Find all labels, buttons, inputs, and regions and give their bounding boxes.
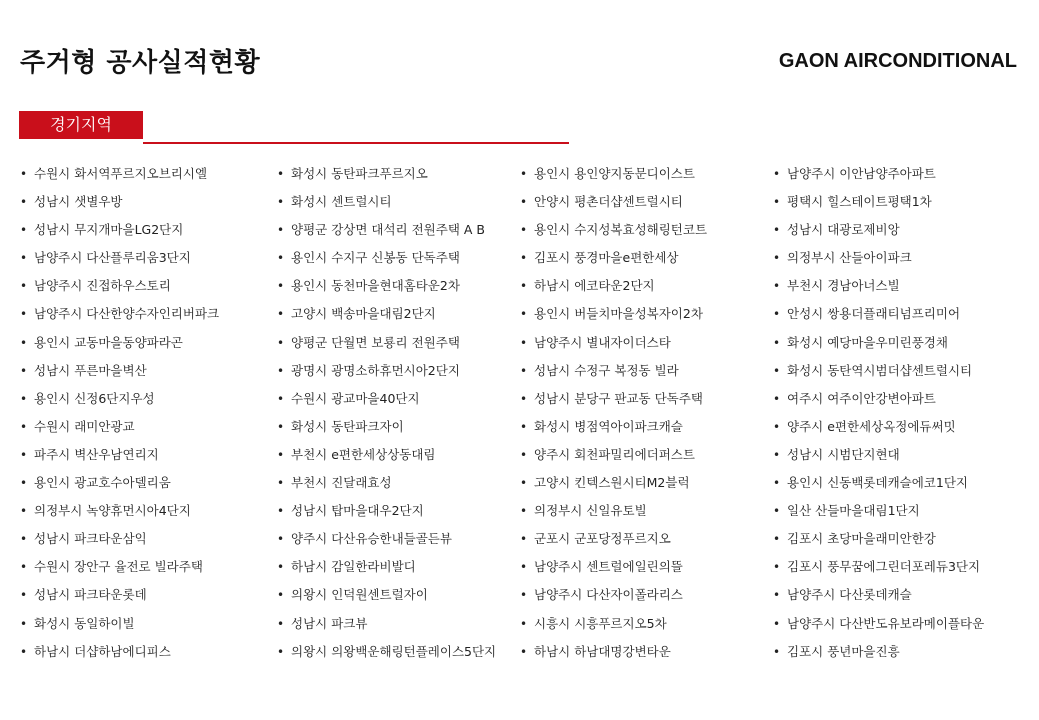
bullet-icon: • xyxy=(520,195,528,210)
project-name: 김포시 초당마을래미안한강 xyxy=(787,531,936,547)
project-name: 광명시 광명소하휴먼시아2단지 xyxy=(291,362,460,378)
project-list-item xyxy=(277,525,517,553)
bullet-icon: • xyxy=(20,363,28,378)
project-name: 수원시 화서역푸르지오브리시엘 xyxy=(34,166,208,181)
project-name: 하남시 에코타운2단지 xyxy=(534,278,655,294)
project-list-item xyxy=(773,216,1035,244)
bullet-icon: • xyxy=(773,391,781,406)
project-list-item xyxy=(520,329,765,357)
project-name: 하남시 더샵하남에디피스 xyxy=(34,643,171,659)
project-list-item xyxy=(20,441,270,469)
bullet-icon: • xyxy=(520,560,528,575)
bullet-icon: • xyxy=(773,251,781,266)
project-column-1 xyxy=(20,160,270,666)
project-name: 남양주시 이안남양주아파트 xyxy=(787,166,936,181)
project-list-item xyxy=(773,272,1035,300)
project-name: 양주시 다산유승한내들골든뷰 xyxy=(291,531,452,547)
project-name: 성남시 시범단지현대 xyxy=(787,446,900,462)
project-list-item xyxy=(773,553,1035,581)
project-list-item xyxy=(520,610,765,638)
project-list-item xyxy=(277,610,517,638)
project-name: 부천시 경남아너스빌 xyxy=(787,278,900,294)
project-list-item xyxy=(773,497,1035,525)
bullet-icon: • xyxy=(773,616,781,631)
project-name: 파주시 벽산우남연리지 xyxy=(34,446,159,462)
project-name: 양평군 단월면 보룡리 전원주택 xyxy=(291,334,460,350)
project-list-item xyxy=(277,581,517,609)
project-list-item xyxy=(20,610,270,638)
project-name: 화성시 센트럴시티 xyxy=(291,194,392,210)
bullet-icon: • xyxy=(277,251,285,266)
project-list-item xyxy=(277,553,517,581)
project-name: 용인시 수지성복효성해링턴코트 xyxy=(534,222,708,238)
project-list-item xyxy=(773,357,1035,385)
bullet-icon: • xyxy=(773,307,781,322)
project-name: 부천시 진달래효성 xyxy=(291,475,392,491)
project-name: 하남시 하남대명강변타운 xyxy=(534,643,671,659)
project-list-item xyxy=(773,188,1035,216)
project-list-item xyxy=(520,497,765,525)
bullet-icon: • xyxy=(20,307,28,322)
project-name: 양평군 강상면 대석리 전원주택 A B xyxy=(291,222,485,238)
bullet-icon: • xyxy=(520,279,528,294)
project-name: 성남시 대광로제비앙 xyxy=(787,222,900,238)
project-column-3 xyxy=(520,160,765,666)
bullet-icon: • xyxy=(20,588,28,603)
project-list-item xyxy=(20,244,270,272)
project-name: 성남시 파크타운롯데 xyxy=(34,587,147,603)
project-list-item xyxy=(773,525,1035,553)
bullet-icon: • xyxy=(520,307,528,322)
project-list-item xyxy=(520,272,765,300)
project-list-item xyxy=(277,300,517,328)
bullet-icon: • xyxy=(277,167,285,181)
project-name: 의정부시 산들아이파크 xyxy=(787,250,912,266)
project-name: 화성시 예당마을우미린풍경채 xyxy=(787,334,948,350)
project-name: 용인시 신정6단지우성 xyxy=(34,390,155,406)
bullet-icon: • xyxy=(773,644,781,659)
bullet-icon: • xyxy=(20,167,28,181)
project-name: 남양주시 다산자이폴라리스 xyxy=(534,587,683,603)
project-name: 화성시 동일하이빌 xyxy=(34,615,135,631)
bullet-icon: • xyxy=(520,167,528,181)
bullet-icon: • xyxy=(20,391,28,406)
bullet-icon: • xyxy=(277,307,285,322)
project-name: 김포시 풍무꿈에그린더포레듀3단지 xyxy=(787,559,981,575)
project-list-item xyxy=(277,188,517,216)
project-list-item xyxy=(773,581,1035,609)
project-column-2 xyxy=(277,160,517,666)
bullet-icon: • xyxy=(520,504,528,519)
project-list-item xyxy=(773,413,1035,441)
bullet-icon: • xyxy=(520,223,528,238)
project-list-item xyxy=(773,469,1035,497)
project-list-item xyxy=(773,385,1035,413)
brand-name: GAON AIRCONDITIONAL xyxy=(778,50,1017,72)
project-name: 성남시 무지개마을LG2단지 xyxy=(34,222,184,238)
project-name: 안성시 쌍용더플래티넘프리미어 xyxy=(787,306,961,322)
bullet-icon: • xyxy=(520,447,528,462)
project-list-item xyxy=(520,244,765,272)
project-name: 의정부시 신일유토빌 xyxy=(534,503,647,519)
project-list-item xyxy=(520,525,765,553)
project-name: 평택시 힐스테이트평택1차 xyxy=(787,194,932,210)
project-name: 용인시 광교호수아델리움 xyxy=(34,475,171,491)
project-list-item xyxy=(277,244,517,272)
bullet-icon: • xyxy=(20,644,28,659)
bullet-icon: • xyxy=(520,251,528,266)
project-list-item xyxy=(277,272,517,300)
project-list-item xyxy=(773,329,1035,357)
bullet-icon: • xyxy=(20,532,28,547)
bullet-icon: • xyxy=(520,644,528,659)
bullet-icon: • xyxy=(277,504,285,519)
project-name: 하남시 감일한라비발디 xyxy=(291,559,416,575)
project-column-4 xyxy=(773,160,1035,666)
project-list-item xyxy=(277,216,517,244)
bullet-icon: • xyxy=(277,447,285,462)
project-list-item xyxy=(520,441,765,469)
project-list-item xyxy=(20,581,270,609)
project-name: 일산 산들마을대림1단지 xyxy=(787,503,920,519)
project-name: 남양주시 다산플루리움3단지 xyxy=(34,250,191,266)
project-name: 용인시 버들치마을성복자이2차 xyxy=(534,306,703,322)
project-list-item xyxy=(520,160,765,188)
project-list-item xyxy=(773,300,1035,328)
project-name: 양주시 회천파밀리에더퍼스트 xyxy=(534,446,695,462)
project-list-item xyxy=(520,216,765,244)
bullet-icon: • xyxy=(277,560,285,575)
project-list-item xyxy=(20,329,270,357)
region-tab: 경기지역 xyxy=(19,111,143,139)
bullet-icon: • xyxy=(773,476,781,491)
project-columns xyxy=(0,160,1039,680)
project-name: 화성시 동탄역시범더샵센트럴시티 xyxy=(787,362,973,378)
region-divider xyxy=(143,142,569,144)
bullet-icon: • xyxy=(773,195,781,210)
project-list-item xyxy=(520,413,765,441)
project-name: 남양주시 별내자이더스타 xyxy=(534,334,671,350)
project-name: 용인시 교동마을동양파라곤 xyxy=(34,334,183,350)
bullet-icon: • xyxy=(20,560,28,575)
bullet-icon: • xyxy=(20,447,28,462)
project-name: 의왕시 인덕원센트럴자이 xyxy=(291,587,428,603)
bullet-icon: • xyxy=(277,279,285,294)
bullet-icon: • xyxy=(20,616,28,631)
project-name: 고양시 킨텍스원시티M2블럭 xyxy=(534,475,690,491)
project-name: 성남시 파크타운삼익 xyxy=(34,531,147,547)
bullet-icon: • xyxy=(277,588,285,603)
project-list-item xyxy=(520,581,765,609)
project-name: 용인시 동천마을현대홈타운2차 xyxy=(291,278,460,294)
project-name: 남양주시 다산한양수자인리버파크 xyxy=(34,306,220,322)
project-list-item xyxy=(20,357,270,385)
project-name: 의왕시 의왕백운해링턴플레이스5단지 xyxy=(291,643,497,659)
project-name: 남양주시 진접하우스토리 xyxy=(34,278,171,294)
project-name: 용인시 신동백롯데캐슬에코1단지 xyxy=(787,475,968,491)
project-name: 성남시 푸른마을벽산 xyxy=(34,362,147,378)
project-list-item xyxy=(520,357,765,385)
bullet-icon: • xyxy=(520,476,528,491)
project-list-item xyxy=(20,188,270,216)
bullet-icon: • xyxy=(520,391,528,406)
bullet-icon: • xyxy=(520,335,528,350)
project-name: 의정부시 녹양휴먼시아4단지 xyxy=(34,503,191,519)
bullet-icon: • xyxy=(773,223,781,238)
project-list-item xyxy=(20,413,270,441)
bullet-icon: • xyxy=(773,419,781,434)
project-name: 고양시 백송마을대림2단지 xyxy=(291,306,436,322)
project-name: 용인시 용인양지동문디이스트 xyxy=(534,166,695,181)
project-name: 성남시 수정구 복정동 빌라 xyxy=(534,362,679,378)
project-name: 성남시 샛별우방 xyxy=(34,194,123,210)
project-list-item xyxy=(20,272,270,300)
project-name: 수원시 래미안광교 xyxy=(34,418,135,434)
project-list-item xyxy=(773,441,1035,469)
project-list-item xyxy=(277,329,517,357)
bullet-icon: • xyxy=(773,532,781,547)
project-list-item xyxy=(520,188,765,216)
bullet-icon: • xyxy=(773,447,781,462)
project-name: 군포시 군포당정푸르지오 xyxy=(534,531,671,547)
project-list-item xyxy=(277,497,517,525)
project-name: 성남시 파크뷰 xyxy=(291,615,368,631)
bullet-icon: • xyxy=(520,419,528,434)
project-name: 수원시 광교마을40단지 xyxy=(291,390,420,406)
project-list-item xyxy=(520,638,765,666)
project-list-item xyxy=(277,413,517,441)
project-name: 남양주시 다산반도유보라메이플타운 xyxy=(787,615,985,631)
project-list-item xyxy=(20,525,270,553)
project-list-item xyxy=(520,385,765,413)
project-name: 남양주시 센트럴에일린의뜰 xyxy=(534,559,683,575)
bullet-icon: • xyxy=(773,167,781,181)
bullet-icon: • xyxy=(277,532,285,547)
bullet-icon: • xyxy=(520,363,528,378)
bullet-icon: • xyxy=(277,419,285,434)
project-list-item xyxy=(520,553,765,581)
project-name: 성남시 분당구 판교동 단독주택 xyxy=(534,390,703,406)
project-list-item xyxy=(277,357,517,385)
bullet-icon: • xyxy=(277,335,285,350)
project-name: 김포시 풍년마을진흥 xyxy=(787,643,900,659)
bullet-icon: • xyxy=(520,616,528,631)
project-name: 안양시 평촌더샵센트럴시티 xyxy=(534,194,683,210)
bullet-icon: • xyxy=(277,363,285,378)
bullet-icon: • xyxy=(773,560,781,575)
bullet-icon: • xyxy=(20,419,28,434)
project-name: 화성시 동탄파크자이 xyxy=(291,418,404,434)
project-list-item xyxy=(20,216,270,244)
bullet-icon: • xyxy=(773,335,781,350)
project-list-item xyxy=(277,469,517,497)
project-list-item xyxy=(520,300,765,328)
bullet-icon: • xyxy=(773,279,781,294)
project-name: 화성시 동탄파크푸르지오 xyxy=(291,166,428,181)
bullet-icon: • xyxy=(277,223,285,238)
project-list-item xyxy=(20,553,270,581)
project-list-item xyxy=(20,497,270,525)
bullet-icon: • xyxy=(520,532,528,547)
project-name: 수원시 장안구 율전로 빌라주택 xyxy=(34,559,203,575)
project-name: 부천시 e편한세상상동대림 xyxy=(291,446,436,462)
project-name: 남양주시 다산롯데캐슬 xyxy=(787,587,912,603)
bullet-icon: • xyxy=(277,476,285,491)
bullet-icon: • xyxy=(20,223,28,238)
bullet-icon: • xyxy=(20,335,28,350)
project-name: 화성시 병점역아이파크캐슬 xyxy=(534,418,683,434)
bullet-icon: • xyxy=(20,279,28,294)
bullet-icon: • xyxy=(20,251,28,266)
project-list-item xyxy=(773,638,1035,666)
project-list-item xyxy=(277,385,517,413)
project-list-item xyxy=(277,638,517,666)
project-list-item xyxy=(20,160,270,188)
bullet-icon: • xyxy=(20,476,28,491)
bullet-icon: • xyxy=(277,644,285,659)
project-list-item xyxy=(20,469,270,497)
project-name: 여주시 여주이안강변아파트 xyxy=(787,390,936,406)
bullet-icon: • xyxy=(773,504,781,519)
bullet-icon: • xyxy=(20,195,28,210)
bullet-icon: • xyxy=(277,391,285,406)
bullet-icon: • xyxy=(277,195,285,210)
bullet-icon: • xyxy=(20,504,28,519)
project-name: 시흥시 시흥푸르지오5차 xyxy=(534,615,667,631)
bullet-icon: • xyxy=(773,588,781,603)
project-list-item xyxy=(20,385,270,413)
project-name: 용인시 수지구 신봉동 단독주택 xyxy=(291,250,460,266)
project-list-item xyxy=(773,244,1035,272)
page-title: 주거형 공사실적현황 xyxy=(20,48,261,78)
project-list-item xyxy=(20,300,270,328)
project-name: 김포시 풍경마을e편한세상 xyxy=(534,250,679,266)
project-list-item xyxy=(277,160,517,188)
project-name: 성남시 탑마을대우2단지 xyxy=(291,503,424,519)
project-list-item xyxy=(520,469,765,497)
project-list-item xyxy=(277,441,517,469)
project-list-item xyxy=(20,638,270,666)
bullet-icon: • xyxy=(773,363,781,378)
project-list-item xyxy=(773,610,1035,638)
bullet-icon: • xyxy=(277,616,285,631)
bullet-icon: • xyxy=(520,588,528,603)
project-list-item xyxy=(773,160,1035,188)
project-name: 양주시 e편한세상옥정에듀써밋 xyxy=(787,418,956,434)
